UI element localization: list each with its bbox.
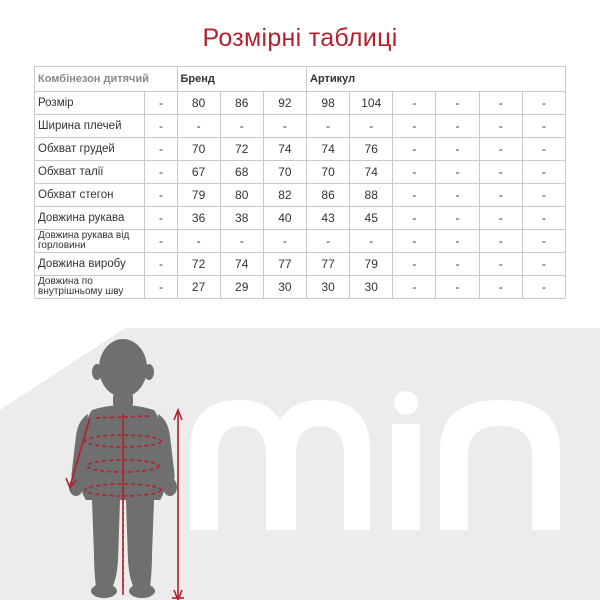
table-cell: - [393, 161, 436, 184]
table-cell: - [522, 253, 565, 276]
table-row [35, 138, 566, 161]
table-cell: - [307, 230, 350, 253]
table-cell: - [393, 276, 436, 299]
row-label: Довжина виробу [35, 253, 145, 276]
table-cell: 77 [263, 253, 306, 276]
table-cell: - [479, 115, 522, 138]
table-row [35, 276, 566, 299]
table-row [35, 207, 566, 230]
table-cell: - [145, 276, 177, 299]
table-cell: 27 [177, 276, 220, 299]
table-cell: - [522, 230, 565, 253]
table-cell: - [263, 115, 306, 138]
table-cell: - [145, 230, 177, 253]
table-cell: - [436, 138, 479, 161]
table-cell: 72 [220, 138, 263, 161]
table-cell: - [436, 207, 479, 230]
table-cell: - [145, 138, 177, 161]
table-cell: 38 [220, 207, 263, 230]
row-label: Ширина плечей [35, 115, 145, 138]
table-cell: - [479, 184, 522, 207]
table-cell: - [436, 253, 479, 276]
table-cell: - [522, 207, 565, 230]
row-label: Розмір [35, 92, 145, 115]
table-cell: 40 [263, 207, 306, 230]
table-cell: 86 [220, 92, 263, 115]
table-cell: 76 [350, 138, 393, 161]
table-cell: - [177, 115, 220, 138]
table-cell: - [145, 207, 177, 230]
table-cell: 30 [350, 276, 393, 299]
table-cell: - [263, 230, 306, 253]
table-cell: 86 [307, 184, 350, 207]
brand-label: Бренд [177, 67, 307, 92]
table-cell: 72 [177, 253, 220, 276]
table-cell: 30 [307, 276, 350, 299]
table-cell: - [522, 276, 565, 299]
table-cell: 80 [177, 92, 220, 115]
table-cell: 30 [263, 276, 306, 299]
table-cell: - [436, 184, 479, 207]
table-cell: - [393, 184, 436, 207]
table-cell: - [522, 184, 565, 207]
page-title: Розмірні таблиці [202, 24, 398, 52]
table-cell: 82 [263, 184, 306, 207]
table-cell: - [522, 115, 565, 138]
product-label: Комбінезон дитячий [35, 67, 178, 92]
table-row [35, 184, 566, 207]
table-cell: 88 [350, 184, 393, 207]
table-cell: - [220, 115, 263, 138]
table-cell: 67 [177, 161, 220, 184]
table-cell: 29 [220, 276, 263, 299]
table-cell: 104 [350, 92, 393, 115]
table-cell: - [479, 161, 522, 184]
table-cell: - [393, 230, 436, 253]
table-cell: - [393, 92, 436, 115]
table-row [35, 161, 566, 184]
table-row [35, 115, 566, 138]
row-label: Довжина рукава від горловини [35, 230, 145, 253]
table-cell: 43 [307, 207, 350, 230]
table-cell: 79 [350, 253, 393, 276]
table-cell: 74 [307, 138, 350, 161]
row-label: Довжина по внутрішньому шву [35, 276, 145, 299]
table-cell: 80 [220, 184, 263, 207]
table-cell: 77 [307, 253, 350, 276]
table-cell: - [393, 207, 436, 230]
table-cell: - [145, 115, 177, 138]
table-cell: 74 [220, 253, 263, 276]
table-cell: 79 [177, 184, 220, 207]
table-header-row [35, 67, 566, 92]
article-label: Артикул [307, 67, 566, 92]
row-label: Довжина рукава [35, 207, 145, 230]
table-cell: - [307, 115, 350, 138]
row-label: Обхват стегон [35, 184, 145, 207]
table-cell: - [350, 230, 393, 253]
table-cell: - [145, 253, 177, 276]
table-row [35, 253, 566, 276]
table-cell: - [522, 138, 565, 161]
table-cell: 70 [263, 161, 306, 184]
table-cell: - [350, 115, 393, 138]
table-cell: - [479, 138, 522, 161]
table-cell: - [145, 92, 177, 115]
table-cell: 68 [220, 161, 263, 184]
table-cell: - [479, 276, 522, 299]
table-cell: - [436, 276, 479, 299]
table-cell: 74 [263, 138, 306, 161]
table-cell: - [393, 115, 436, 138]
table-cell: - [393, 138, 436, 161]
table-cell: - [479, 207, 522, 230]
row-label: Обхват талії [35, 161, 145, 184]
size-table [34, 66, 566, 299]
table-cell: 36 [177, 207, 220, 230]
table-cell: - [145, 161, 177, 184]
table-cell: - [436, 230, 479, 253]
table-cell: - [436, 161, 479, 184]
table-cell: - [522, 161, 565, 184]
table-cell: - [522, 92, 565, 115]
table-cell: - [177, 230, 220, 253]
table-cell: - [436, 115, 479, 138]
table-row [35, 92, 566, 115]
table-cell: - [436, 92, 479, 115]
table-cell: 70 [177, 138, 220, 161]
table-cell: - [393, 253, 436, 276]
table-row [35, 230, 566, 253]
table-cell: - [220, 230, 263, 253]
row-label: Обхват грудей [35, 138, 145, 161]
table-cell: - [145, 184, 177, 207]
table-cell: - [479, 230, 522, 253]
table-cell: 98 [307, 92, 350, 115]
table-cell: 92 [263, 92, 306, 115]
table-cell: 45 [350, 207, 393, 230]
table-cell: 70 [307, 161, 350, 184]
table-cell: - [479, 92, 522, 115]
table-cell: 74 [350, 161, 393, 184]
table-cell: - [479, 253, 522, 276]
